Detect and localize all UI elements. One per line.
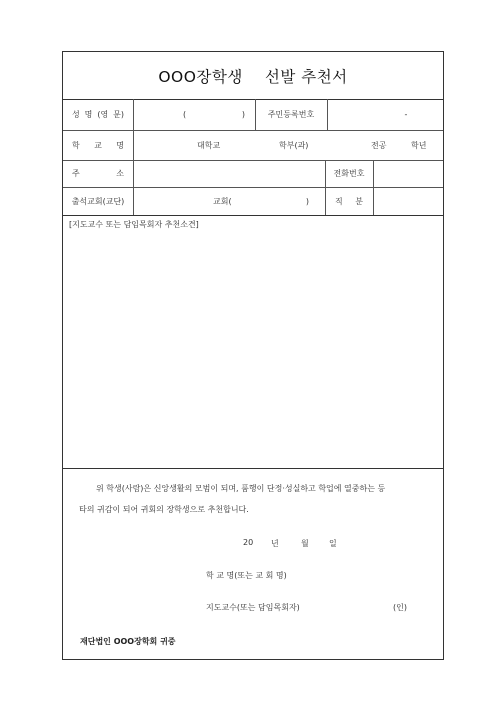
form-title [63,52,443,100]
date-month: 월 [301,539,309,548]
date-day: 일 [329,539,337,548]
footer-addressee: 재단법인 OOO장학회 귀중 [80,637,176,646]
major-text: 전공 [371,140,387,150]
seal-mark: (인) [393,603,407,612]
grade-text: 학년 [411,140,427,150]
id-label: 주민등록번호 [267,110,315,119]
name-label [63,99,133,130]
statement-line2: 타의 귀감이 되어 귀회의 장학생으로 추천합니다. [79,505,249,514]
church-text: 교회( [213,196,232,206]
position-label [325,187,373,215]
department-text: 학부(과) [279,140,309,150]
row-address [63,160,443,188]
name-paren-open: ( [183,110,187,119]
church-paren-close: ) [305,196,309,206]
school-label-char: 학 [72,140,80,150]
phone-label: 전화번호 [333,169,365,178]
statement-line1: 위 학생(사람)은 신앙생활의 모범이 되며, 품행이 단정·성실하고 학업에 열중하는 등 [96,484,386,493]
school-signature-line: 학 교 명(또는 교 회 명) [206,571,287,580]
address-label-char: 소 [116,169,124,178]
form-title-part1: OOO장학생 [158,67,243,86]
id-field[interactable]: - [404,110,408,119]
date-year: 년 [271,539,279,548]
name-label-char: 성 [72,110,80,119]
name-label-char: 문) [113,110,124,119]
phone-field[interactable] [373,160,445,187]
address-label-char: 주 [72,169,80,178]
school-label-char: 명 [116,140,124,150]
name-label-char: 명 [84,110,93,119]
address-label [63,160,133,187]
row-school [63,130,443,161]
opinion-label: [지도교수 또는 담임목회자 추천소견] [69,220,199,229]
opinion-area[interactable] [63,215,443,469]
name-label-char: (영 [97,110,109,119]
recommendation-form [62,51,444,660]
church-label: 출석교회(교단) [71,196,125,206]
advisor-signature-line: 지도교수(또는 담임목회자) [206,603,300,612]
school-label [63,130,133,160]
row-name [63,99,443,131]
school-field[interactable] [133,130,445,160]
university-text: 대학교 [197,140,221,150]
address-field[interactable] [133,160,325,187]
school-label-char: 교 [94,140,102,150]
church-field[interactable] [133,187,325,215]
row-church [63,187,443,216]
position-field[interactable] [373,187,445,215]
position-label-char: 분 [355,196,363,206]
position-label-char: 직 [335,196,343,206]
date-year-prefix: 20 [243,538,254,547]
name-field[interactable] [133,99,255,130]
form-title-part2: 선발 추천서 [264,67,348,86]
name-paren-close: ) [241,110,245,119]
